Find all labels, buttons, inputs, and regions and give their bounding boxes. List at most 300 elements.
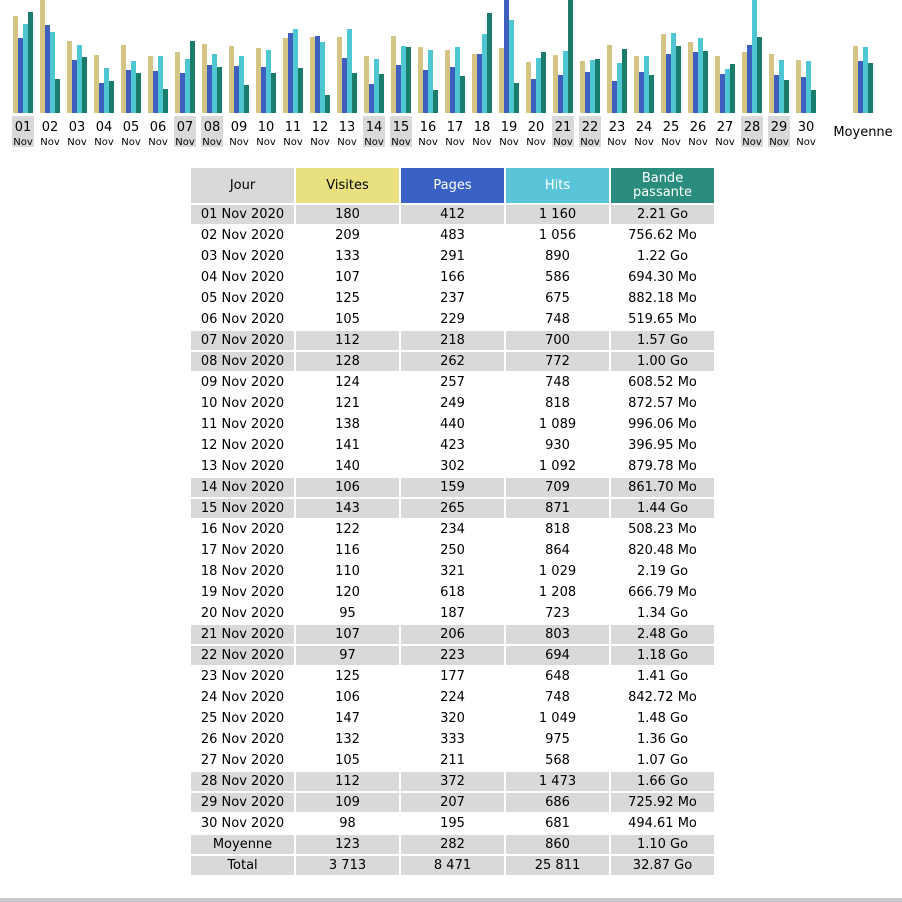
table-cell: 11 Nov 2020 [200,417,285,432]
table-cell: Total [191,856,294,875]
day-tick-label: 29 [770,120,788,135]
month-tick-label: Nov [40,137,60,148]
day-tick-label: 24 [635,120,653,135]
day-visits-bar [148,56,153,113]
table-row [191,772,714,791]
day-hits-bar [590,60,595,113]
table-row [191,268,714,287]
table-cell: 28 Nov 2020 [191,772,294,791]
average-label: Moyenne [833,125,893,140]
day-pages-bar [126,70,131,113]
table-cell: 29 Nov 2020 [191,793,294,812]
table-cell: 211 [440,753,465,768]
day-bandwidth-bar [433,90,438,113]
table-row [191,793,714,812]
month-tick-label: Nov [202,137,222,148]
table-cell: 105 [335,753,360,768]
table-cell: 25 811 [506,856,609,875]
day-bandwidth-bar [379,74,384,113]
table-row [191,205,714,224]
day-tick-label: 14 [365,120,383,135]
table-cell: Moyenne [191,835,294,854]
day-tick-label: 28 [743,120,761,135]
table-cell: 890 [545,249,570,264]
day-tick-label: 27 [716,120,734,135]
day-tick-label: 03 [68,120,86,135]
day-hits-bar [455,47,460,113]
day-visits-bar [580,61,585,113]
table-row [191,814,714,833]
table-cell: 112 [296,331,399,350]
day-visits-bar [445,50,450,113]
day-bandwidth-bar [757,37,762,113]
day-pages-bar [153,71,158,113]
table-cell: 209 [335,228,360,243]
day-pages-bar [207,65,212,113]
month-tick-label: Nov [445,137,465,148]
day-pages-bar [639,72,644,113]
table-cell: 95 [339,606,356,621]
month-tick-label: Nov [580,137,600,148]
day-pages-bar [45,25,50,113]
day-bandwidth-bar [541,52,546,113]
table-row [191,625,714,644]
table-cell: 1 160 [506,205,609,224]
table-cell: 508.23 Mo [628,522,697,537]
day-hits-bar [212,54,217,113]
table-cell: 975 [545,732,570,747]
table-cell: 700 [506,331,609,350]
table-row [191,478,714,497]
month-tick-label: Nov [661,137,681,148]
table-row [191,499,714,518]
month-tick-label: Nov [175,137,195,148]
table-cell: 22 Nov 2020 [191,646,294,665]
table-cell: 26 Nov 2020 [200,732,285,747]
table-row [191,604,714,623]
table-cell: 27 Nov 2020 [200,753,285,768]
day-hits-bar [131,61,136,113]
month-tick-label: Nov [715,137,735,148]
table-row [191,394,714,413]
bottom-divider [0,898,902,902]
table-cell: 138 [335,417,360,432]
month-tick-label: Nov [553,137,573,148]
table-cell: 1.00 Go [611,352,714,371]
table-cell: 141 [335,438,360,453]
table-cell: 223 [401,646,504,665]
table-cell: 166 [440,270,465,285]
table-cell: 1 049 [538,711,577,726]
day-pages-bar [234,66,239,113]
day-tick-label: 13 [338,120,356,135]
day-hits-bar [725,69,730,113]
day-hits-bar [806,61,811,113]
table-cell: 14 Nov 2020 [191,478,294,497]
table-body [191,205,714,875]
table-cell: 206 [401,625,504,644]
table-row [191,562,714,581]
table-cell: 106 [296,478,399,497]
day-bandwidth-bar [514,83,519,113]
table-row [191,373,714,392]
day-hits-bar [374,59,379,113]
table-cell: 1 089 [538,417,577,432]
table-cell: 1.07 Go [636,753,689,768]
table-cell: 686 [506,793,609,812]
day-visits-bar [337,37,342,113]
daily-stats-table [189,166,716,877]
table-cell: 237 [440,291,465,306]
table-row [191,247,714,266]
day-hits-bar [779,60,784,113]
day-hits-bar [563,51,568,113]
table-cell: 187 [440,606,465,621]
table-cell: 396.95 Mo [628,438,697,453]
header-visits: Visites [296,168,399,203]
table-cell: 24 Nov 2020 [200,690,285,705]
table-cell: 681 [545,816,570,831]
table-cell: 930 [545,438,570,453]
day-visits-bar [229,46,234,113]
table-cell: 234 [440,522,465,537]
day-hits-bar [617,63,622,113]
day-tick-label: 22 [581,120,599,135]
table-cell: 12 Nov 2020 [200,438,285,453]
day-pages-bar [369,84,374,113]
day-pages-bar [504,0,509,113]
table-row [191,457,714,476]
table-cell: 125 [335,669,360,684]
header-day: Jour [191,168,294,203]
day-pages-bar [801,77,806,113]
table-cell: 1.41 Go [636,669,689,684]
month-tick-label: Nov [418,137,438,148]
table-cell: 16 Nov 2020 [200,522,285,537]
table-cell: 257 [440,375,465,390]
table-cell: 818 [545,396,570,411]
table-cell: 723 [545,606,570,621]
table-cell: 250 [440,543,465,558]
table-row [191,688,714,707]
day-pages-bar [342,58,347,113]
day-pages-bar [18,38,23,113]
average-visits-bar [853,46,858,113]
average-hits-bar [863,47,868,113]
day-tick-label: 17 [446,120,464,135]
table-cell: 18 Nov 2020 [200,564,285,579]
table-cell: 291 [440,249,465,264]
table-cell: 1.48 Go [636,711,689,726]
table-cell: 675 [545,291,570,306]
day-visits-bar [634,56,639,113]
day-tick-label: 16 [419,120,437,135]
month-tick-label: Nov [526,137,546,148]
table-cell: 120 [335,585,360,600]
day-hits-bar [158,56,163,113]
table-cell: 803 [506,625,609,644]
table-cell: 15 Nov 2020 [191,499,294,518]
daily-bar-chart [0,0,902,160]
table-cell: 864 [545,543,570,558]
table-cell: 265 [401,499,504,518]
table-cell: 772 [506,352,609,371]
table-cell: 494.61 Mo [628,816,697,831]
day-pages-bar [288,33,293,113]
table-cell: 568 [545,753,570,768]
day-pages-bar [747,45,752,113]
table-cell: 116 [335,543,360,558]
total-row [191,856,714,875]
table-cell: 05 Nov 2020 [200,291,285,306]
month-tick-label: Nov [256,137,276,148]
header-bandwidth: Bande passante [611,168,714,203]
table-cell: 871 [506,499,609,518]
day-visits-bar [418,47,423,113]
day-pages-bar [774,75,779,113]
day-tick-label: 07 [176,120,194,135]
day-hits-bar [401,46,406,113]
table-row [191,730,714,749]
day-tick-label: 26 [689,120,707,135]
day-pages-bar [720,74,725,113]
day-pages-bar [477,54,482,113]
table-cell: 159 [401,478,504,497]
table-cell: 195 [440,816,465,831]
table-cell: 105 [335,312,360,327]
table-cell: 25 Nov 2020 [200,711,285,726]
day-tick-label: 04 [95,120,113,135]
table-cell: 618 [440,585,465,600]
table-cell: 107 [335,270,360,285]
table-row [191,331,714,350]
table-cell: 1 029 [538,564,577,579]
table-cell: 110 [335,564,360,579]
table-cell: 224 [440,690,465,705]
header-pages: Pages [401,168,504,203]
day-hits-bar [77,45,82,113]
day-visits-bar [553,55,558,113]
table-cell: 19 Nov 2020 [200,585,285,600]
day-bandwidth-bar [676,46,681,113]
month-tick-label: Nov [148,137,168,148]
day-bandwidth-bar [217,67,222,113]
table-cell: 820.48 Mo [628,543,697,558]
day-visits-bar [526,62,531,113]
table-cell: 132 [335,732,360,747]
table-cell: 748 [545,312,570,327]
day-bandwidth-bar [703,51,708,113]
table-cell: 586 [545,270,570,285]
table-cell: 666.79 Mo [628,585,697,600]
average-bandwidth-bar [868,63,873,113]
day-pages-bar [450,67,455,113]
day-hits-bar [239,56,244,113]
day-hits-bar [347,29,352,113]
day-visits-bar [796,60,801,113]
table-cell: 08 Nov 2020 [191,352,294,371]
table-cell: 2.19 Go [636,564,689,579]
day-hits-bar [428,50,433,113]
day-bandwidth-bar [163,89,168,113]
day-visits-bar [310,37,315,113]
average-row [191,835,714,854]
table-cell: 07 Nov 2020 [191,331,294,350]
table-cell: 861.70 Mo [611,478,714,497]
day-bandwidth-bar [730,64,735,113]
day-visits-bar [256,48,261,113]
day-visits-bar [13,16,18,113]
table-cell: 1.22 Go [636,249,689,264]
month-tick-label: Nov [364,137,384,148]
day-pages-bar [72,60,77,113]
table-cell: 249 [440,396,465,411]
day-hits-bar [320,42,325,113]
table-header-row [191,168,714,203]
day-pages-bar [585,72,590,113]
table-cell: 996.06 Mo [628,417,697,432]
month-tick-label: Nov [742,137,762,148]
table-cell: 01 Nov 2020 [191,205,294,224]
table-cell: 872.57 Mo [628,396,697,411]
day-bandwidth-bar [28,12,33,113]
day-tick-label: 06 [149,120,167,135]
day-tick-label: 20 [527,120,545,135]
table-cell: 125 [335,291,360,306]
day-visits-bar [391,36,396,113]
table-cell: 3 713 [296,856,399,875]
month-tick-label: Nov [283,137,303,148]
table-cell: 1.57 Go [611,331,714,350]
table-cell: 372 [401,772,504,791]
table-cell: 229 [440,312,465,327]
table-cell: 10 Nov 2020 [200,396,285,411]
month-tick-label: Nov [796,137,816,148]
day-bandwidth-bar [82,57,87,113]
table-cell: 483 [440,228,465,243]
day-tick-label: 12 [311,120,329,135]
day-visits-bar [769,54,774,113]
month-tick-label: Nov [229,137,249,148]
table-cell: 333 [440,732,465,747]
month-tick-label: Nov [472,137,492,148]
table-cell: 879.78 Mo [628,459,697,474]
table-row [191,667,714,686]
day-tick-label: 01 [14,120,32,135]
table-cell: 1 092 [538,459,577,474]
month-tick-label: Nov [310,137,330,148]
month-tick-label: Nov [67,137,87,148]
day-tick-label: 15 [392,120,410,135]
day-pages-bar [423,70,428,113]
day-tick-label: 11 [284,120,302,135]
table-cell: 2.21 Go [611,205,714,224]
table-cell: 321 [440,564,465,579]
day-visits-bar [688,42,693,113]
table-cell: 177 [440,669,465,684]
table-cell: 32.87 Go [611,856,714,875]
table-cell: 03 Nov 2020 [200,249,285,264]
table-cell: 09 Nov 2020 [200,375,285,390]
day-tick-label: 09 [230,120,248,135]
month-tick-label: Nov [13,137,33,148]
table-cell: 842.72 Mo [628,690,697,705]
day-visits-bar [661,34,666,113]
day-hits-bar [50,32,55,113]
day-hits-bar [536,58,541,113]
day-pages-bar [693,52,698,113]
month-tick-label: Nov [337,137,357,148]
day-tick-label: 02 [41,120,59,135]
day-visits-bar [94,55,99,113]
day-pages-bar [666,54,671,113]
day-bandwidth-bar [325,95,330,113]
table-cell: 1.44 Go [611,499,714,518]
table-cell: 694 [506,646,609,665]
day-pages-bar [612,81,617,113]
table-cell: 412 [401,205,504,224]
day-visits-bar [472,54,477,113]
day-bandwidth-bar [595,59,600,113]
table-cell: 519.65 Mo [628,312,697,327]
table-cell: 748 [545,375,570,390]
day-visits-bar [715,56,720,113]
day-pages-bar [396,65,401,113]
table-cell: 106 [335,690,360,705]
table-row [191,289,714,308]
day-hits-bar [293,29,298,113]
day-pages-bar [99,83,104,113]
header-hits: Hits [506,168,609,203]
table-cell: 06 Nov 2020 [200,312,285,327]
table-row [191,583,714,602]
day-tick-label: 19 [500,120,518,135]
average-pages-bar [858,61,863,113]
day-hits-bar [23,24,28,113]
table-cell: 1 473 [506,772,609,791]
month-tick-label: Nov [94,137,114,148]
day-pages-bar [531,79,536,113]
day-visits-bar [283,38,288,113]
day-hits-bar [185,59,190,113]
month-tick-label: Nov [769,137,789,148]
table-cell: 320 [440,711,465,726]
day-bandwidth-bar [460,76,465,113]
table-cell: 1 056 [538,228,577,243]
day-hits-bar [482,34,487,113]
table-row [191,751,714,770]
month-tick-label: Nov [499,137,519,148]
day-bandwidth-bar [622,49,627,113]
day-tick-label: 18 [473,120,491,135]
table-cell: 13 Nov 2020 [200,459,285,474]
day-pages-bar [180,73,185,113]
day-bandwidth-bar [352,73,357,113]
day-bandwidth-bar [244,85,249,113]
day-bandwidth-bar [109,81,114,113]
table-cell: 262 [401,352,504,371]
month-tick-label: Nov [391,137,411,148]
month-tick-label: Nov [688,137,708,148]
table-cell: 97 [296,646,399,665]
day-visits-bar [499,48,504,113]
table-cell: 133 [335,249,360,264]
table-row [191,520,714,539]
day-bandwidth-bar [406,47,411,113]
table-cell: 1.66 Go [611,772,714,791]
day-visits-bar [175,52,180,113]
day-hits-bar [671,33,676,113]
